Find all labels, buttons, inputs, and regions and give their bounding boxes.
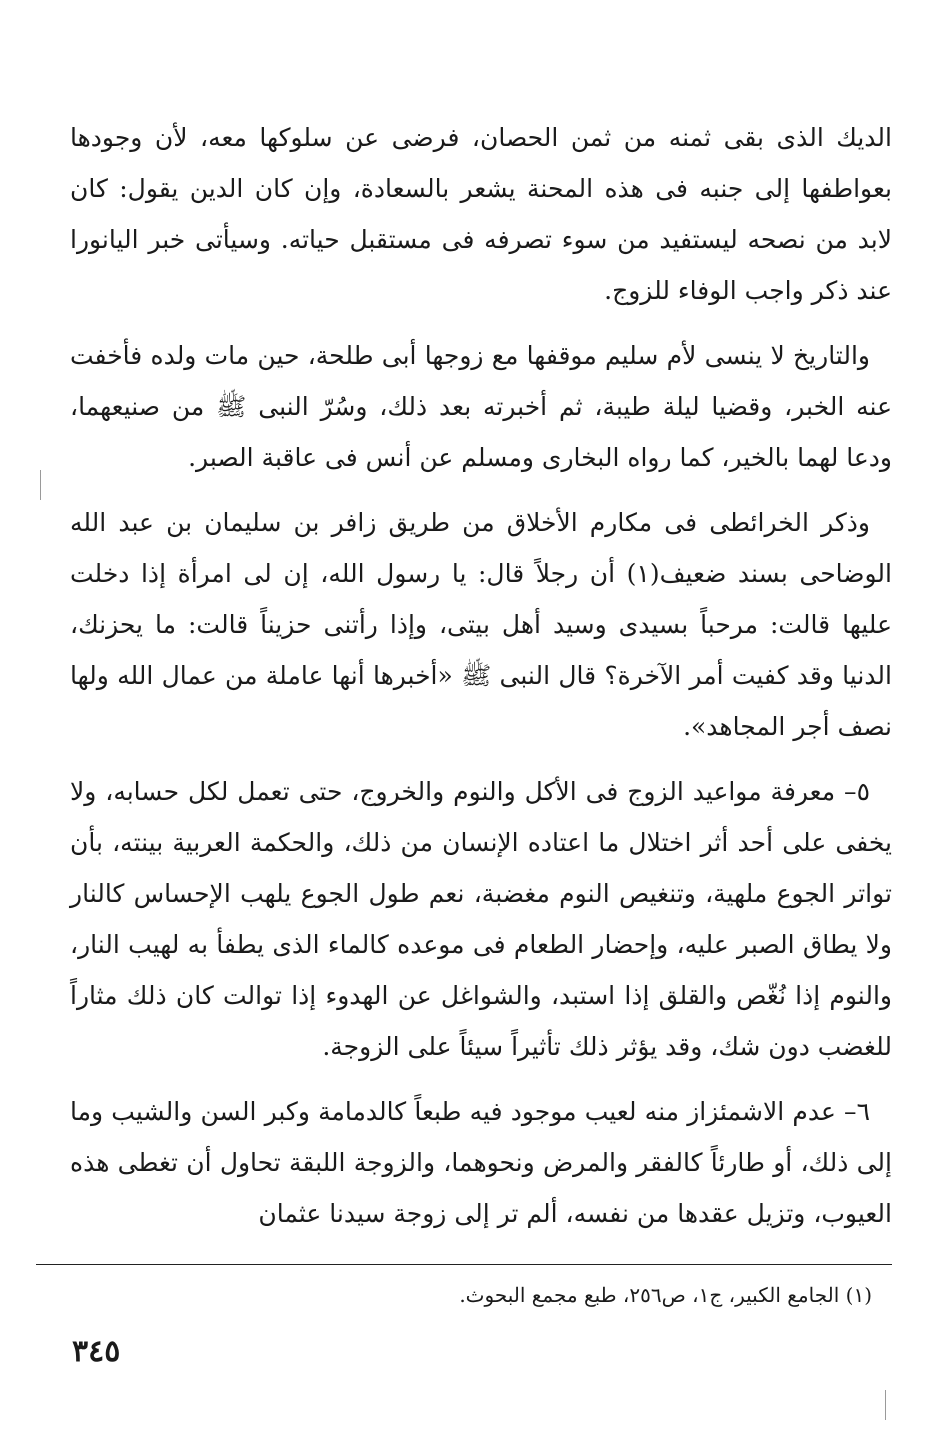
paragraph-5: ٦– عدم الاشمئزاز منه لعيب موجود فيه طبعاً كالدمامة وكبر السن والشيب وما إلى ذلك، أو طارئاً كالفقر والمرض ونحوهما، والزوجة اللبقة تحاول أن تغطى هذه العيوب، وتزيل عقدها من نفسه، ألم تر إلى زوجة سيدنا عثمان xyxy=(70,1097,892,1228)
margin-scan-mark xyxy=(40,470,41,500)
paragraph-1: الديك الذى بقى ثمنه من ثمن الحصان، فرضى عن سلوكها معه، لأن وجودها بعواطفها إلى جنبه فى هذه المحنة يشعر بالسعادة، وإن كان الدين يقول: كان لابد من نصحه ليستفيد من سوء تصرفه فى مستقبل حياته. وسيأتى خبر اليانورا عند ذكر واجب الوفاء للزوج. xyxy=(70,123,892,305)
paragraph-3: وذكر الخرائطى فى مكارم الأخلاق من طريق زافر بن سليمان بن عبد الله الوضاحى بسند ضعيف(١) أن رجلاً قال: يا رسول الله، إن لى امرأة إذا دخلت عليها قالت: مرحباً بسيدى وسيد أهل بيتى، وإذا رأتنى حزيناً قالت: ما يحزنك، الدنيا وقد كفيت أمر الآخرة؟ قال النبى ﷺ «أخبرها أنها عاملة من عمال الله ولها نصف أجر المجاهد». xyxy=(70,508,892,741)
footnote-divider xyxy=(36,1264,892,1265)
paragraph-4: ٥– معرفة مواعيد الزوج فى الأكل والنوم والخروج، حتى تعمل لكل حسابه، ولا يخفى على أحد أثر اختلال ما اعتاده الإنسان من ذلك، والحكمة العربية بينته، بأن تواتر الجوع ملهية، وتنغيص النوم مغضبة، نعم طول الجوع يلهب الإحساس كالنار ولا يطاق الصبر عليه، وإحضار الطعام فى موعده كالماء الذى يطفأ به لهيب النار، والنوم إذا نُغّص والقلق إذا استبد، والشواغل عن الهدوء إذا توالت كان ذلك مثاراً للغضب دون شك، وقد يؤثر ذلك تأثيراً سيئاً على الزوجة. xyxy=(70,777,892,1061)
footnote: (١) الجامع الكبير، ج١، ص٢٥٦، طبع مجمع البحوث. xyxy=(459,1283,872,1307)
page-number: ٣٤٥ xyxy=(72,1334,121,1369)
margin-scan-mark xyxy=(885,1390,886,1420)
page-body xyxy=(70,112,892,1253)
paragraph-2: والتاريخ لا ينسى لأم سليم موقفها مع زوجها أبى طلحة، حين مات ولده فأخفت عنه الخبر، وقضيا ليلة طيبة، ثم أخبرته بعد ذلك، وسُرّ النبى ﷺ من صنيعهما، ودعا لهما بالخير، كما رواه البخارى ومسلم عن أنس فى عاقبة الصبر. xyxy=(70,341,892,472)
